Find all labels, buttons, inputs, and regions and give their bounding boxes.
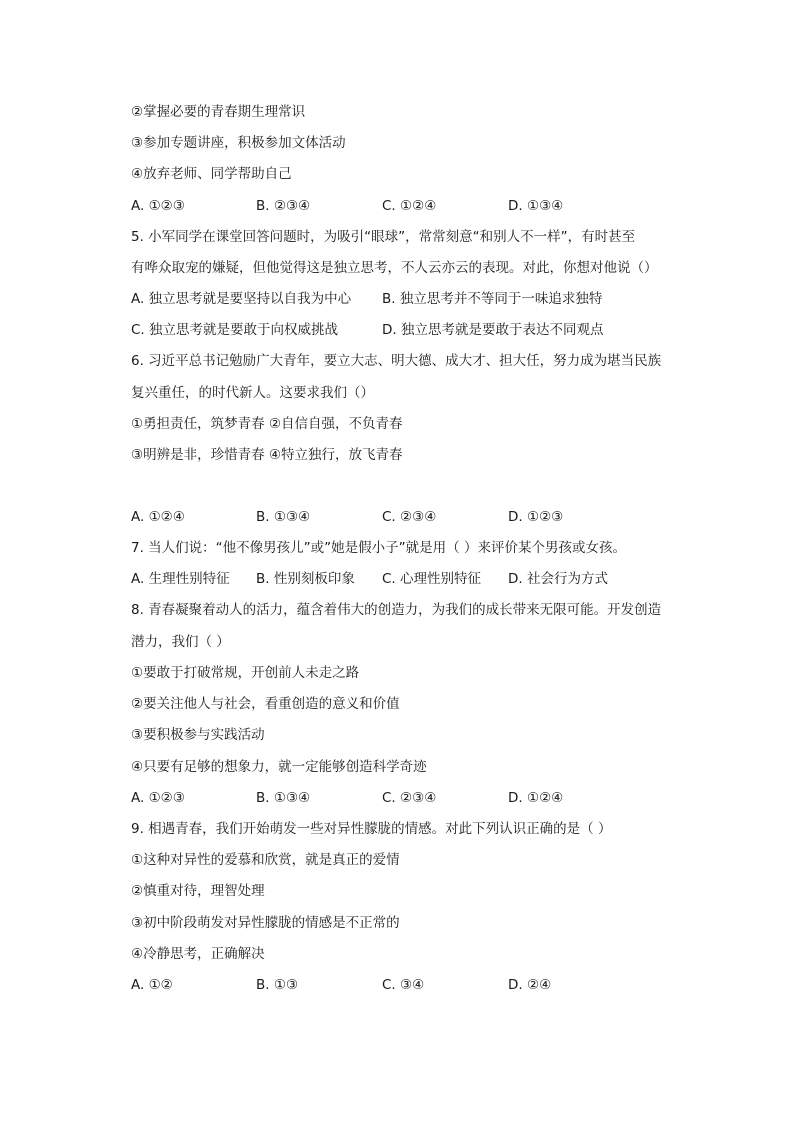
q9-option-a: A. ①②: [131, 977, 173, 993]
q5-option-c: C. 独立思考就是要敢于向权威挑战: [131, 322, 339, 338]
q7-option-d: D. 社会行为方式: [508, 571, 608, 587]
q4-statement-3: ③参加专题讲座，积极参加文体活动: [131, 135, 346, 151]
q8-options: [131, 788, 691, 808]
q7-option-a: A. 生理性别特征: [131, 571, 230, 587]
q6-option-d: D. ①②③: [508, 509, 564, 525]
q9-statement-2: ②慎重对待，理智处理: [131, 883, 265, 899]
q5-options-row-2: [131, 320, 691, 340]
q4-option-b: B. ②③④: [256, 198, 311, 214]
q5-option-b: B. 独立思考并不等同于一味追求独特: [382, 291, 603, 307]
q8-statement-1: ①要敢于打破常规，开创前人未走之路: [131, 665, 360, 681]
q8-option-a: A. ①②③: [131, 790, 185, 806]
q6-options: [131, 507, 691, 527]
q6-option-b: B. ①③④: [256, 509, 311, 525]
q6-statement-1: ①勇担责任，筑梦青春 ②自信自强，不负青春: [131, 416, 403, 432]
q9-statement-1: ①这种对异性的爱慕和欣赏，就是真正的爱情: [131, 852, 400, 868]
q6-stem-line-2: 复兴重任，的时代新人。这要求我们（）: [131, 385, 374, 401]
q5-option-d: D. 独立思考就是要敢于表达不同观点: [382, 322, 604, 338]
q5-stem-line-2: 有哗众取宠的嫌疑，但他觉得这是独立思考，不人云亦云的表现。对此，你想对他说（）: [131, 260, 658, 276]
q4-option-c: C. ①②④: [382, 198, 437, 214]
q7-options: [131, 569, 691, 589]
q8-option-b: B. ①③④: [256, 790, 311, 806]
q6-stem-line-1: 6. 习近平总书记勉励广大青年，要立大志、明大德、成大才、担大任，努力成为堪当民族: [131, 353, 662, 369]
q8-option-c: C. ②③④: [382, 790, 437, 806]
q9-option-d: D. ②④: [508, 977, 552, 993]
q4-options: [131, 196, 691, 216]
q5-options-row-1: [131, 289, 691, 309]
q8-statement-3: ③要积极参与实践活动: [131, 727, 265, 743]
q6-option-a: A. ①②④: [131, 509, 185, 525]
q7-option-c: C. 心理性别特征: [382, 571, 482, 587]
q9-options: [131, 975, 691, 995]
q4-option-a: A. ①②③: [131, 198, 185, 214]
q8-statement-4: ④只要有足够的想象力，就一定能够创造科学奇迹: [131, 759, 427, 775]
q6-statement-2: ③明辨是非，珍惜青春 ④特立独行，放飞青春: [131, 447, 403, 463]
q5-option-a: A. 独立思考就是要坚持以自我为中心: [131, 291, 352, 307]
q7-stem: 7. 当人们说：“他不像男孩儿”或”她是假小子”就是用（ ）来评价某个男孩或女孩。: [131, 540, 626, 556]
q9-statement-3: ③初中阶段萌发对异性朦胧的情感是不正常的: [131, 915, 400, 931]
q4-statement-4: ④放弃老师、同学帮助自己: [131, 166, 292, 182]
q7-option-b: B. 性别刻板印象: [256, 571, 355, 587]
q8-option-d: D. ①②④: [508, 790, 564, 806]
q9-option-c: C. ③④: [382, 977, 425, 993]
q4-option-d: D. ①③④: [508, 198, 564, 214]
q8-stem-line-2: 潜力，我们（ ）: [131, 634, 230, 650]
q9-stem: 9. 相遇青春，我们开始萌发一些对异性朦胧的情感。对此下列认识正确的是（ ）: [131, 821, 612, 837]
q5-stem-line-1: 5. 小军同学在课堂回答问题时，为吸引“眼球”，常常刻意“和别人不一样”，有时甚至: [131, 229, 636, 245]
q4-statement-2: ②掌握必要的青春期生理常识: [131, 104, 306, 120]
q8-statement-2: ②要关注他人与社会，看重创造的意义和价值: [131, 696, 400, 712]
q8-stem-line-1: 8. 青春凝聚着动人的活力，蕴含着伟大的创造力，为我们的成长带来无限可能。开发创造: [131, 602, 662, 618]
q9-option-b: B. ①③: [256, 977, 299, 993]
q9-statement-4: ④冷静思考，正确解决: [131, 946, 265, 962]
q6-option-c: C. ②③④: [382, 509, 437, 525]
